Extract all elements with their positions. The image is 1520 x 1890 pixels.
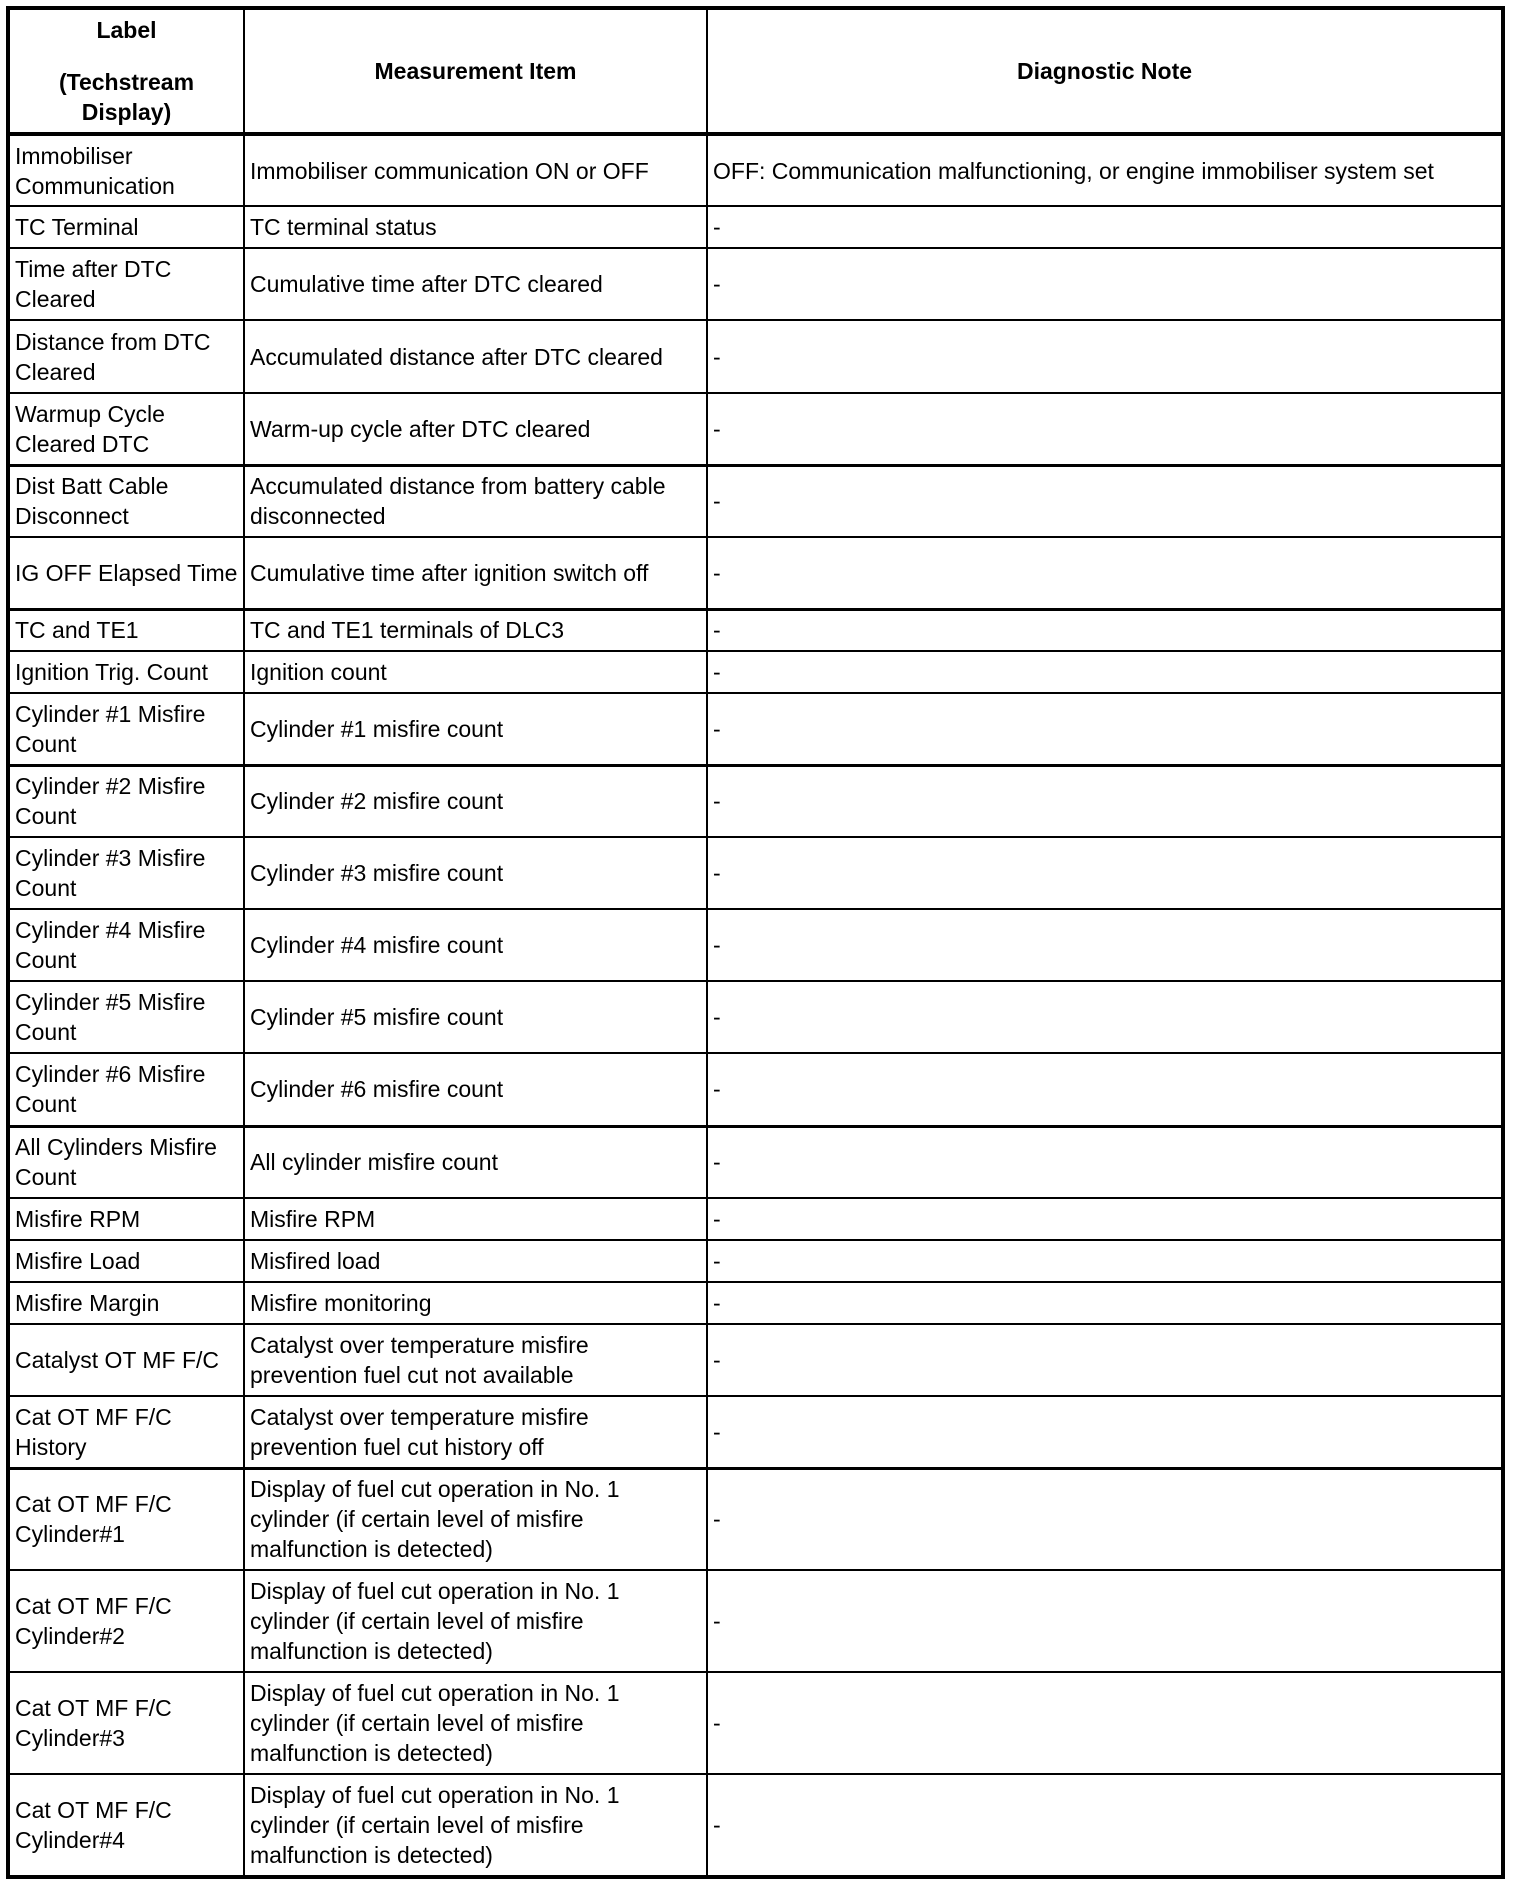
- cell-label: Misfire Margin: [8, 1282, 244, 1324]
- cell-measurement-item: TC terminal status: [244, 206, 707, 248]
- cell-measurement-item: Cylinder #6 misfire count: [244, 1053, 707, 1126]
- header-label-line2: (Techstream: [58, 69, 195, 95]
- table-row: [8, 1672, 1503, 1774]
- table-row: [8, 609, 1503, 651]
- cell-measurement-item: Cylinder #5 misfire count: [244, 981, 707, 1053]
- cell-measurement-item: Display of fuel cut operation in No. 1 cylinder (if certain level of misfire malfunction is detected): [244, 1570, 707, 1672]
- table-row: [8, 465, 1503, 537]
- cell-diagnostic-note: -: [707, 248, 1503, 320]
- table-row: [8, 1774, 1503, 1877]
- cell-measurement-item: Accumulated distance after DTC cleared: [244, 320, 707, 393]
- table-row: [8, 1396, 1503, 1468]
- table-row: [8, 393, 1503, 465]
- cell-diagnostic-note: -: [707, 1282, 1503, 1324]
- cell-label: Catalyst OT MF F/C: [8, 1324, 244, 1396]
- cell-measurement-item: Ignition count: [244, 651, 707, 693]
- table-row: [8, 206, 1503, 248]
- header-diagnostic-note: Diagnostic Note: [707, 8, 1503, 134]
- cell-label: Cat OT MF F/C Cylinder#1: [8, 1468, 244, 1570]
- cell-label: TC and TE1: [8, 609, 244, 651]
- cell-diagnostic-note: -: [707, 1570, 1503, 1672]
- header-measurement-item: Measurement Item: [244, 8, 707, 134]
- data-list-table: [6, 6, 1505, 1879]
- cell-label: Cat OT MF F/C Cylinder#3: [8, 1672, 244, 1774]
- cell-diagnostic-note: -: [707, 206, 1503, 248]
- cell-label: Cat OT MF F/C Cylinder#4: [8, 1774, 244, 1877]
- cell-diagnostic-note: OFF: Communication malfunctioning, or engine immobiliser system set: [707, 134, 1503, 206]
- cell-measurement-item: Accumulated distance from battery cable disconnected: [244, 465, 707, 537]
- cell-measurement-item: Catalyst over temperature misfire prevention fuel cut history off: [244, 1396, 707, 1468]
- cell-label: Cylinder #5 Misfire Count: [8, 981, 244, 1053]
- cell-diagnostic-note: -: [707, 465, 1503, 537]
- cell-label: Cylinder #4 Misfire Count: [8, 909, 244, 981]
- cell-label: Dist Batt Cable Disconnect: [8, 465, 244, 537]
- cell-label: Cat OT MF F/C History: [8, 1396, 244, 1468]
- table-row: [8, 1282, 1503, 1324]
- table-row: [8, 693, 1503, 765]
- table-row: [8, 837, 1503, 909]
- table-body: [8, 134, 1503, 1877]
- cell-diagnostic-note: -: [707, 1396, 1503, 1468]
- header-label-line3: Display): [81, 99, 172, 125]
- cell-measurement-item: Display of fuel cut operation in No. 1 cylinder (if certain level of misfire malfunction is detected): [244, 1774, 707, 1877]
- cell-measurement-item: Cylinder #4 misfire count: [244, 909, 707, 981]
- cell-measurement-item: Cylinder #2 misfire count: [244, 765, 707, 837]
- header-label-line1: Label: [96, 17, 157, 43]
- cell-diagnostic-note: -: [707, 1198, 1503, 1240]
- cell-measurement-item: Cumulative time after ignition switch off: [244, 537, 707, 609]
- cell-diagnostic-note: -: [707, 393, 1503, 465]
- cell-measurement-item: Cylinder #1 misfire count: [244, 693, 707, 765]
- table-row: [8, 651, 1503, 693]
- cell-label: Cylinder #6 Misfire Count: [8, 1053, 244, 1126]
- cell-label: Warmup Cycle Cleared DTC: [8, 393, 244, 465]
- table-row: [8, 320, 1503, 393]
- cell-diagnostic-note: -: [707, 693, 1503, 765]
- cell-diagnostic-note: -: [707, 1126, 1503, 1198]
- cell-measurement-item: TC and TE1 terminals of DLC3: [244, 609, 707, 651]
- cell-diagnostic-note: -: [707, 1468, 1503, 1570]
- table-row: [8, 1468, 1503, 1570]
- cell-measurement-item: Misfire RPM: [244, 1198, 707, 1240]
- cell-measurement-item: Catalyst over temperature misfire prevention fuel cut not available: [244, 1324, 707, 1396]
- cell-measurement-item: Display of fuel cut operation in No. 1 cylinder (if certain level of misfire malfunction is detected): [244, 1672, 707, 1774]
- cell-measurement-item: Display of fuel cut operation in No. 1 cylinder (if certain level of misfire malfunction is detected): [244, 1468, 707, 1570]
- cell-label: Cylinder #1 Misfire Count: [8, 693, 244, 765]
- table-row: [8, 765, 1503, 837]
- header-row: [8, 8, 1503, 134]
- cell-label: All Cylinders Misfire Count: [8, 1126, 244, 1198]
- cell-diagnostic-note: -: [707, 1324, 1503, 1396]
- cell-label: Ignition Trig. Count: [8, 651, 244, 693]
- cell-label: Cylinder #2 Misfire Count: [8, 765, 244, 837]
- table-row: [8, 248, 1503, 320]
- cell-measurement-item: Cumulative time after DTC cleared: [244, 248, 707, 320]
- table-row: [8, 1053, 1503, 1126]
- table-row: [8, 1240, 1503, 1282]
- cell-label: Time after DTC Cleared: [8, 248, 244, 320]
- cell-diagnostic-note: -: [707, 609, 1503, 651]
- cell-measurement-item: All cylinder misfire count: [244, 1126, 707, 1198]
- cell-label: Immobiliser Communication: [8, 134, 244, 206]
- table-row: [8, 981, 1503, 1053]
- cell-diagnostic-note: -: [707, 320, 1503, 393]
- cell-diagnostic-note: -: [707, 651, 1503, 693]
- cell-diagnostic-note: -: [707, 537, 1503, 609]
- table-row: [8, 1198, 1503, 1240]
- cell-diagnostic-note: -: [707, 981, 1503, 1053]
- table-row: [8, 134, 1503, 206]
- header-label: [8, 8, 244, 134]
- table-row: [8, 1570, 1503, 1672]
- cell-measurement-item: Warm-up cycle after DTC cleared: [244, 393, 707, 465]
- cell-measurement-item: Misfire monitoring: [244, 1282, 707, 1324]
- cell-label: Misfire RPM: [8, 1198, 244, 1240]
- cell-diagnostic-note: -: [707, 765, 1503, 837]
- cell-diagnostic-note: -: [707, 1672, 1503, 1774]
- cell-label: Misfire Load: [8, 1240, 244, 1282]
- table-row: [8, 537, 1503, 609]
- table-row: [8, 909, 1503, 981]
- cell-measurement-item: Misfired load: [244, 1240, 707, 1282]
- cell-diagnostic-note: -: [707, 1240, 1503, 1282]
- table-row: [8, 1126, 1503, 1198]
- cell-diagnostic-note: -: [707, 1053, 1503, 1126]
- cell-label: Cat OT MF F/C Cylinder#2: [8, 1570, 244, 1672]
- cell-measurement-item: Immobiliser communication ON or OFF: [244, 134, 707, 206]
- cell-label: IG OFF Elapsed Time: [8, 537, 244, 609]
- cell-label: TC Terminal: [8, 206, 244, 248]
- cell-diagnostic-note: -: [707, 1774, 1503, 1877]
- cell-measurement-item: Cylinder #3 misfire count: [244, 837, 707, 909]
- cell-diagnostic-note: -: [707, 909, 1503, 981]
- cell-label: Distance from DTC Cleared: [8, 320, 244, 393]
- cell-label: Cylinder #3 Misfire Count: [8, 837, 244, 909]
- cell-diagnostic-note: -: [707, 837, 1503, 909]
- table-row: [8, 1324, 1503, 1396]
